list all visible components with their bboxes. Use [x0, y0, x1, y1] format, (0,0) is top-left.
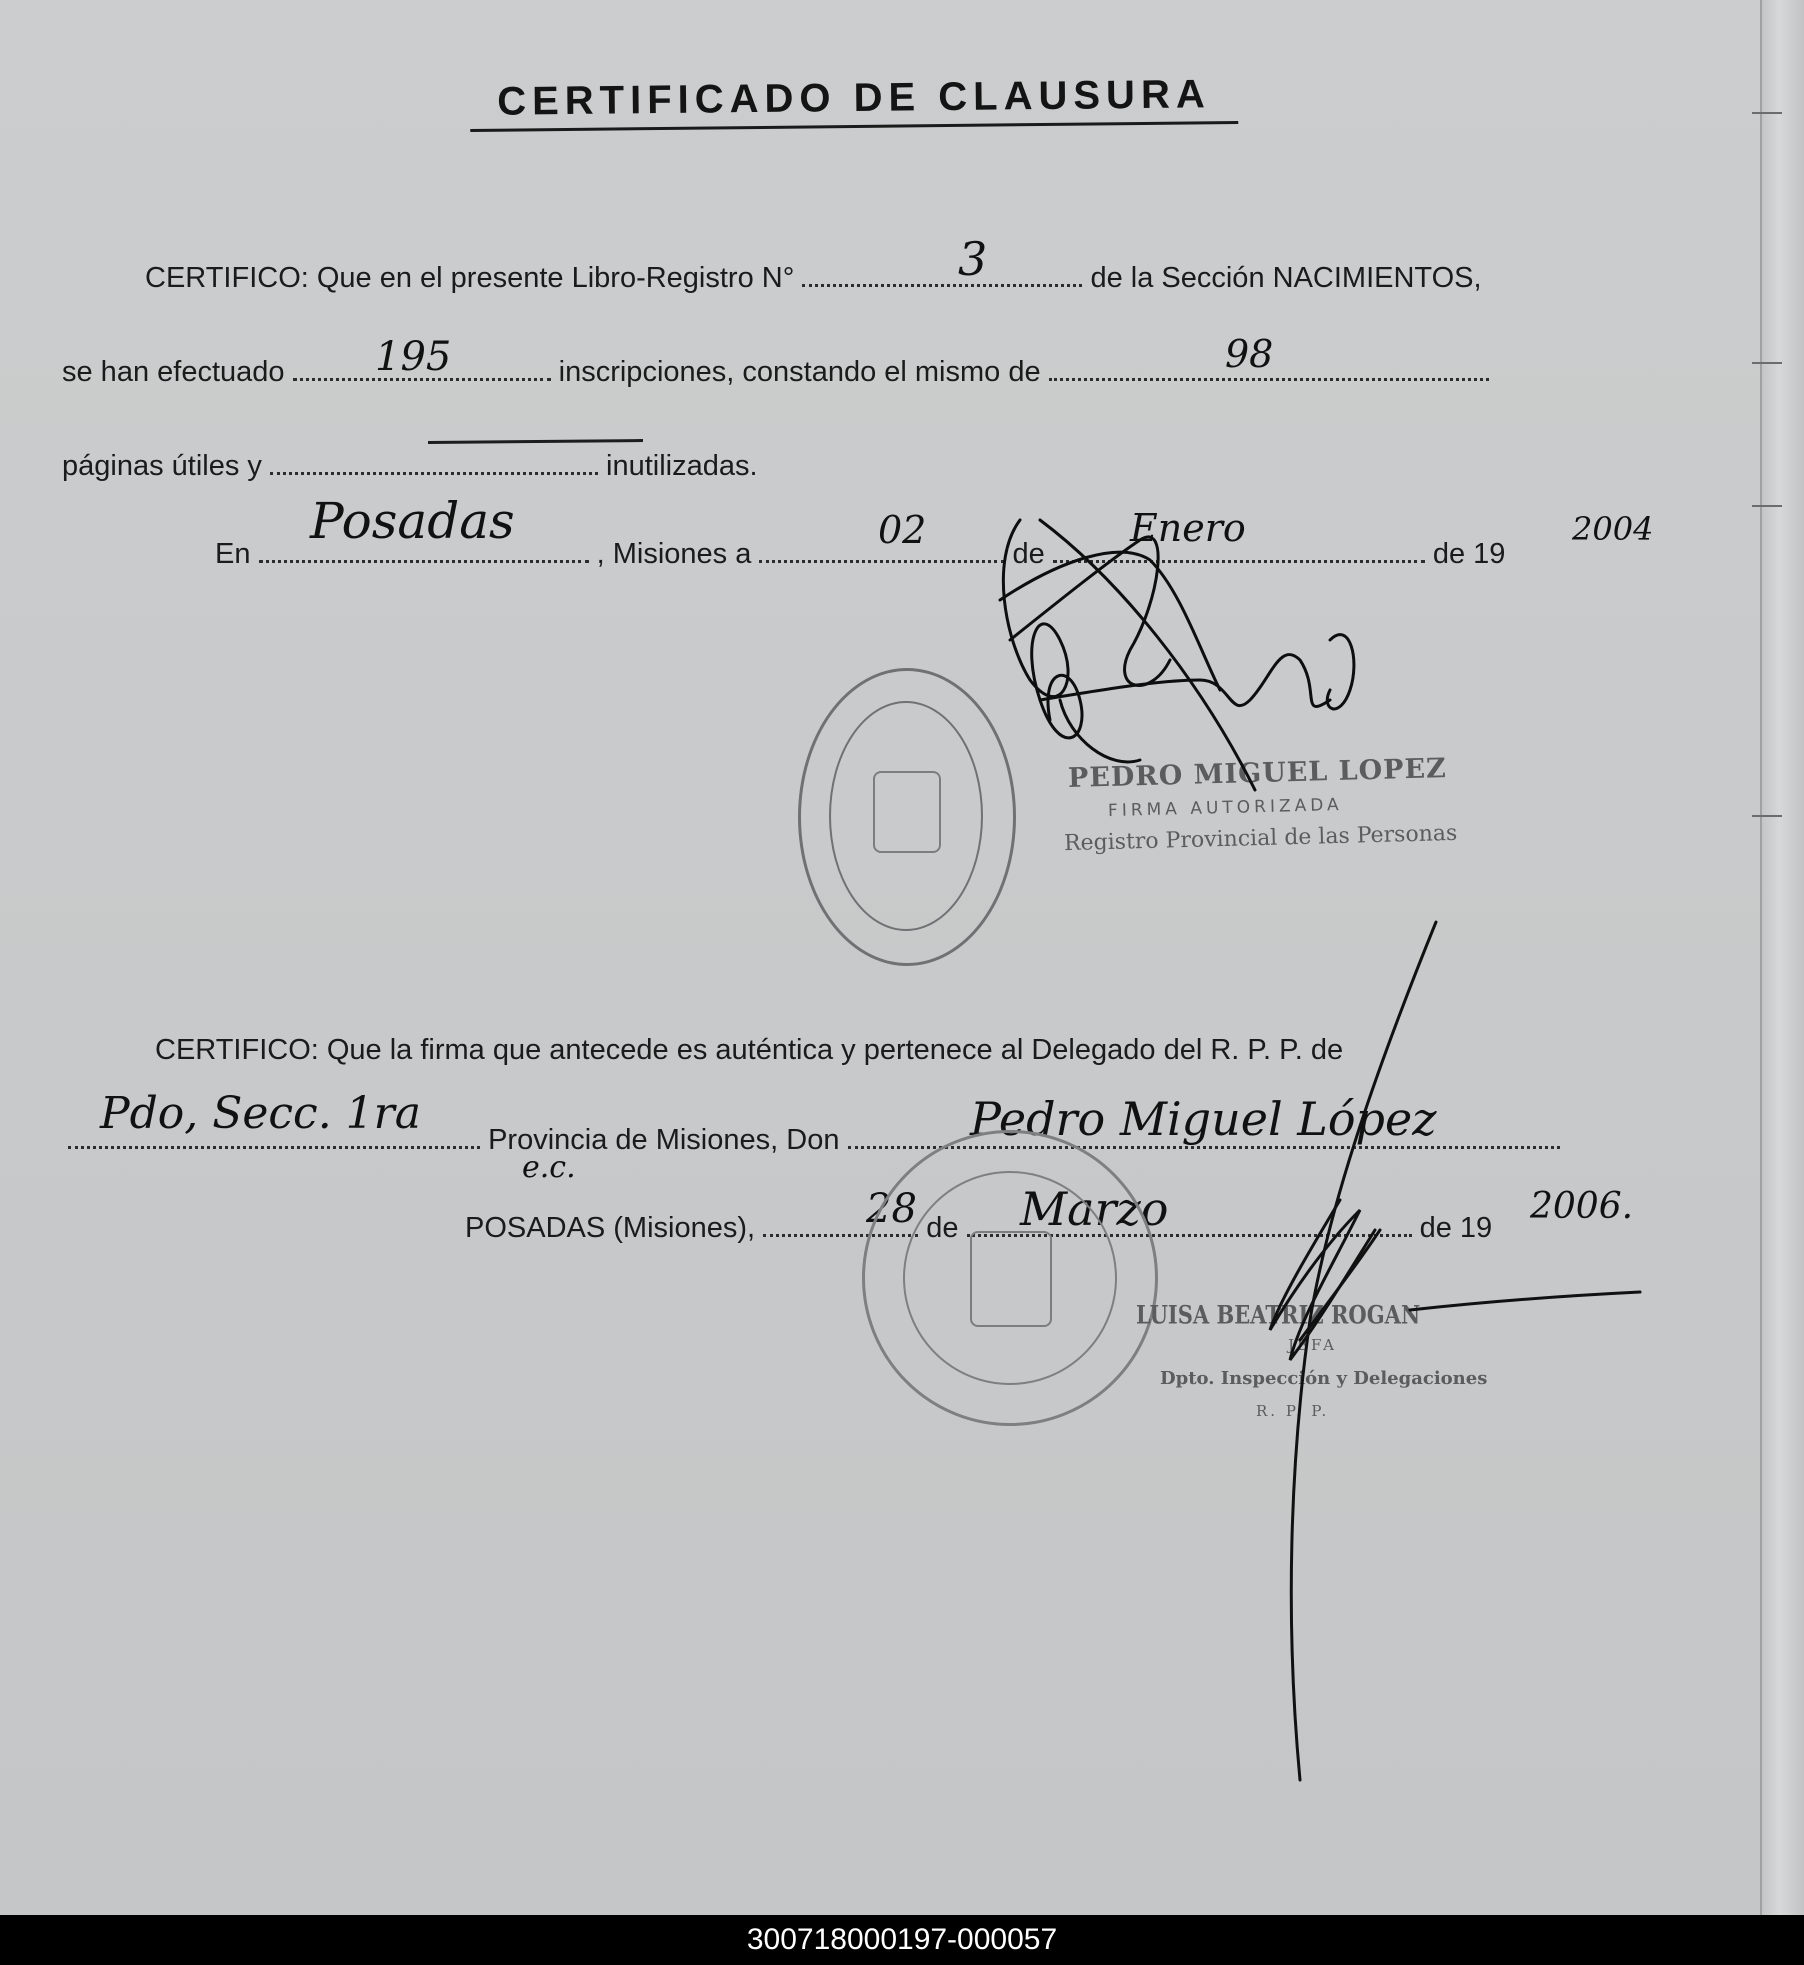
handwritten-day: 02	[878, 508, 927, 552]
provincia-text: Provincia de Misiones,	[488, 1124, 779, 1156]
seccion-text: de la Sección NACIMIENTOS,	[1090, 262, 1482, 294]
certifico2-text: CERTIFICO: Que la firma que antecede es auténtica y pertenece al Delegado del R. P. P. de	[155, 1034, 1344, 1066]
document-title: CERTIFICADO DE CLAUSURA	[470, 72, 1239, 132]
de2-year-text: de 19	[1419, 1212, 1493, 1244]
de2-text: de	[926, 1212, 959, 1244]
stamp-role: FIRMA AUTORIZADA	[1107, 794, 1343, 822]
misiones-text: , Misiones a	[596, 538, 752, 570]
signature-luisa	[1270, 922, 1640, 1780]
handwritten-year: 2004	[1572, 510, 1654, 548]
handwritten-inscripciones: 195	[375, 334, 452, 380]
document-id-footer: 300718000197-000057	[0, 1915, 1804, 1965]
handwritten-don-name: Pedro Miguel López	[970, 1092, 1437, 1146]
stamp2-office2: R. P. P.	[1256, 1402, 1330, 1420]
handwritten-day2: 28	[866, 1186, 917, 1232]
en-text: En	[215, 538, 251, 570]
handwritten-delegacion-sub: e.c.	[522, 1150, 576, 1185]
don-text: Don	[786, 1124, 840, 1156]
stamp2-role: JEFA	[1288, 1336, 1337, 1354]
stamp2-office: Dpto. Inspección y Delegaciones	[1160, 1368, 1488, 1389]
handwritten-paginas: 98	[1225, 332, 1274, 376]
handwritten-place: Posadas	[310, 492, 515, 550]
inscripciones-text: inscripciones, constando el mismo de	[558, 356, 1041, 388]
stamp2-name: LUISA BEATRIZ ROGAN	[1136, 1299, 1421, 1330]
handwritten-month: Enero	[1130, 506, 1246, 550]
signature-pedro	[1000, 520, 1354, 790]
stamp-office: Registro Provincial de las Personas	[1063, 820, 1458, 857]
handwritten-month2: Marzo	[1020, 1182, 1169, 1236]
stamp-name: PEDRO MIGUEL LOPEZ	[1067, 753, 1448, 794]
posadas-text: POSADAS (Misiones),	[465, 1212, 756, 1244]
handwritten-year2: 2006.	[1530, 1186, 1634, 1227]
efectuado-text: se han efectuado	[62, 356, 285, 388]
handwritten-delegacion: Pdo, Secc. 1ra	[100, 1088, 421, 1139]
paginas-text: páginas útiles y	[62, 450, 262, 482]
certifico-text: CERTIFICO: Que en el presente Libro-Registro N°	[145, 262, 795, 294]
de-year-text: de 19	[1432, 538, 1506, 570]
handwritten-libro-num: 3	[958, 232, 988, 286]
inutilizadas-text: inutilizadas.	[606, 450, 758, 482]
de-text: de	[1012, 538, 1045, 570]
